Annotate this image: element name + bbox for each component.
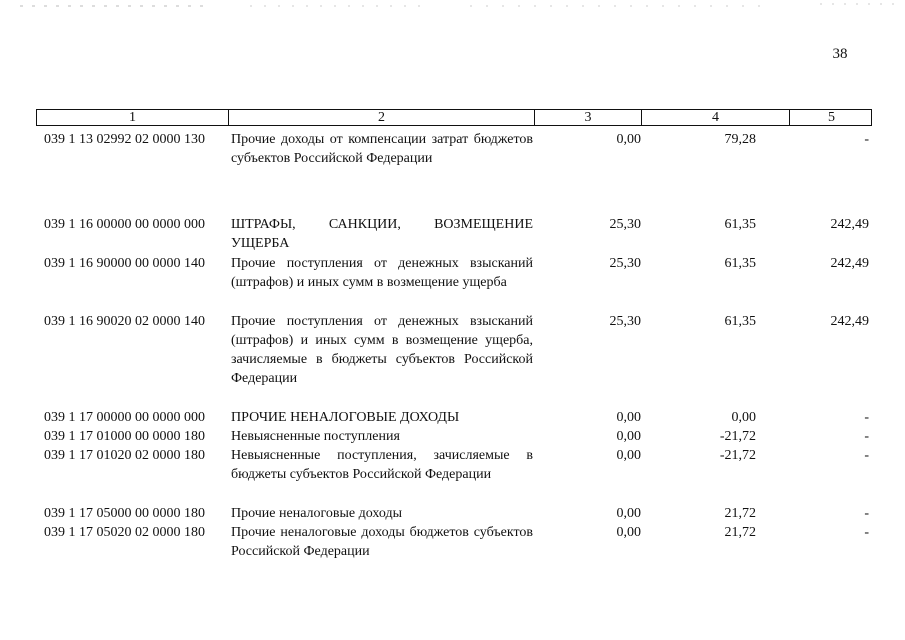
page-number: 38 bbox=[832, 46, 848, 62]
value-col-5: - bbox=[864, 506, 869, 521]
income-name: ШТРАФЫ, САНКЦИИ, ВОЗМЕЩЕНИЕ УЩЕРБА bbox=[231, 217, 533, 251]
value-col-5: 242,49 bbox=[830, 314, 869, 329]
value-col-5: 242,49 bbox=[830, 256, 869, 271]
header-col-3: 3 bbox=[535, 110, 642, 125]
value-col-4: 61,35 bbox=[724, 217, 756, 232]
value-col-4: 21,72 bbox=[724, 525, 756, 540]
income-name: Прочие доходы от компенсации затрат бюджетов субъектов Российской Федерации bbox=[231, 132, 533, 166]
value-col-5: - bbox=[864, 132, 869, 147]
value-col-5: - bbox=[864, 410, 869, 425]
value-col-3: 25,30 bbox=[609, 256, 641, 271]
value-col-4: 79,28 bbox=[724, 132, 756, 147]
income-name: Прочие поступления от денежных взысканий (штрафов) и иных сумм в возмещение ущерба bbox=[231, 256, 533, 290]
value-col-5: - bbox=[864, 448, 869, 463]
value-col-3: 0,00 bbox=[616, 506, 641, 521]
value-col-4: 0,00 bbox=[731, 410, 756, 425]
value-col-5: 242,49 bbox=[830, 217, 869, 232]
value-col-5: - bbox=[864, 525, 869, 540]
budget-code: 039 1 16 90020 02 0000 140 bbox=[44, 314, 205, 329]
value-col-3: 0,00 bbox=[616, 429, 641, 444]
budget-code: 039 1 17 01020 02 0000 180 bbox=[44, 448, 205, 463]
value-col-3: 25,30 bbox=[609, 217, 641, 232]
income-name: Прочие неналоговые доходы бюджетов субъектов Российской Федерации bbox=[231, 525, 533, 559]
budget-code: 039 1 17 00000 00 0000 000 bbox=[44, 410, 205, 425]
income-name: Невыясненные поступления, зачисляемые в бюджеты субъектов Российской Федерации bbox=[231, 448, 533, 482]
value-col-4: 61,35 bbox=[724, 314, 756, 329]
value-col-4: 21,72 bbox=[724, 506, 756, 521]
value-col-4: 61,35 bbox=[724, 256, 756, 271]
value-col-3: 25,30 bbox=[609, 314, 641, 329]
header-col-4: 4 bbox=[642, 110, 790, 125]
value-col-3: 0,00 bbox=[616, 132, 641, 147]
budget-code: 039 1 13 02992 02 0000 130 bbox=[44, 132, 205, 147]
budget-code: 039 1 17 05000 00 0000 180 bbox=[44, 506, 205, 521]
income-name: ПРОЧИЕ НЕНАЛОГОВЫЕ ДОХОДЫ bbox=[231, 410, 460, 425]
budget-code: 039 1 16 00000 00 0000 000 bbox=[44, 217, 205, 232]
value-col-3: 0,00 bbox=[616, 448, 641, 463]
income-name: Невыясненные поступления bbox=[231, 429, 400, 444]
income-name: Прочие поступления от денежных взысканий (штрафов) и иных сумм в возмещение ущерба, зачисляемые в бюджеты субъектов Российской Федерации bbox=[231, 314, 533, 386]
value-col-5: - bbox=[864, 429, 869, 444]
value-col-4: -21,72 bbox=[719, 429, 756, 444]
value-col-4: -21,72 bbox=[719, 448, 756, 463]
income-name: Прочие неналоговые доходы bbox=[231, 506, 403, 521]
scan-artifact-line bbox=[0, 0, 905, 10]
header-col-1: 1 bbox=[37, 110, 229, 125]
budget-code: 039 1 16 90000 00 0000 140 bbox=[44, 256, 205, 271]
budget-code: 039 1 17 01000 00 0000 180 bbox=[44, 429, 205, 444]
budget-code: 039 1 17 05020 02 0000 180 bbox=[44, 525, 205, 540]
value-col-3: 0,00 bbox=[616, 410, 641, 425]
value-col-3: 0,00 bbox=[616, 525, 641, 540]
header-col-5: 5 bbox=[828, 110, 835, 125]
table-header bbox=[36, 109, 872, 126]
header-col-2: 2 bbox=[229, 110, 535, 125]
